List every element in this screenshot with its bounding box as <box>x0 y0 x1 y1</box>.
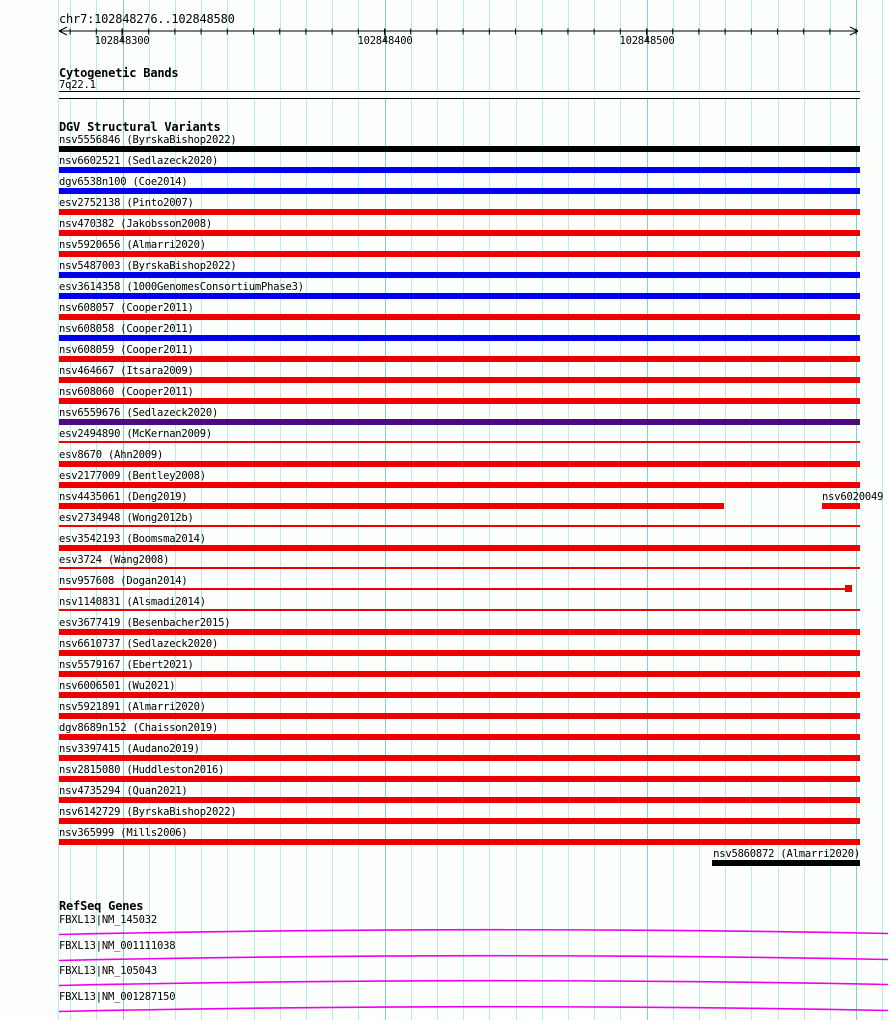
grid-line <box>149 0 150 1020</box>
variant-bar[interactable] <box>712 860 860 866</box>
variant-bar[interactable] <box>59 525 860 527</box>
variant-label[interactable]: nsv464667 (Itsara2009) <box>59 365 194 377</box>
gene-label[interactable]: FBXL13|NR_105043 <box>59 965 157 977</box>
variant-label[interactable]: nsv957608 (Dogan2014) <box>59 575 188 587</box>
variant-label[interactable]: nsv470382 (Jakobsson2008) <box>59 218 213 230</box>
cytobands-header: Cytogenetic Bands <box>59 66 179 80</box>
variant-bar[interactable] <box>59 609 860 611</box>
variant-bar[interactable] <box>59 482 860 488</box>
variant-label[interactable]: nsv608059 (Cooper2011) <box>59 344 194 356</box>
variant-label[interactable]: esv3614358 (1000GenomesConsortiumPhase3) <box>59 281 304 293</box>
gene-label[interactable]: FBXL13|NM_001287150 <box>59 991 176 1003</box>
variant-bar[interactable] <box>59 545 860 551</box>
gene-label[interactable]: FBXL13|NM_001111038 <box>59 940 176 952</box>
variant-label[interactable]: nsv5556846 (ByrskaBishop2022) <box>59 134 237 146</box>
grid-line <box>437 0 438 1020</box>
grid-line <box>778 0 779 1020</box>
gene-line[interactable] <box>0 950 890 963</box>
variant-bar[interactable] <box>59 293 860 299</box>
variant-bar[interactable] <box>59 356 860 362</box>
variant-label[interactable]: nsv6559676 (Sedlazeck2020) <box>59 407 219 419</box>
grid-line <box>58 0 59 1020</box>
grid-line <box>123 0 124 1020</box>
variant-label[interactable]: esv3677419 (Besenbacher2015) <box>59 617 231 629</box>
variant-bar[interactable] <box>59 461 860 467</box>
variant-bar[interactable] <box>59 398 860 404</box>
variant-label[interactable]: esv2177009 (Bentley2008) <box>59 470 206 482</box>
gene-line[interactable] <box>0 924 890 937</box>
variant-bar[interactable] <box>59 629 860 635</box>
variant-bar[interactable] <box>59 188 860 194</box>
variant-bar[interactable] <box>59 692 860 698</box>
grid-line <box>332 0 333 1020</box>
variant-label[interactable]: esv3724 (Wang2008) <box>59 554 170 566</box>
grid-line <box>594 0 595 1020</box>
tick-label: 102848500 <box>619 35 675 47</box>
variant-bar[interactable] <box>59 419 860 425</box>
variant-label[interactable]: esv8670 (Ahn2009) <box>59 449 164 461</box>
grid-line <box>175 0 176 1020</box>
variant-label[interactable]: esv2752138 (Pinto2007) <box>59 197 194 209</box>
variant-label[interactable]: dgv6538n100 (Coe2014) <box>59 176 188 188</box>
gene-label[interactable]: FBXL13|NM_145032 <box>59 914 157 926</box>
grid-line <box>725 0 726 1020</box>
cytoband-label[interactable]: 7q22.1 <box>59 79 96 91</box>
grid-line <box>96 0 97 1020</box>
variant-bar[interactable] <box>59 209 860 215</box>
variant-label[interactable]: nsv608057 (Cooper2011) <box>59 302 194 314</box>
variant-bar[interactable] <box>59 146 860 152</box>
variant-bar[interactable] <box>59 755 860 761</box>
variant-bar[interactable] <box>59 251 860 257</box>
variant-bar[interactable] <box>59 272 860 278</box>
grid-line <box>489 0 490 1020</box>
gene-line[interactable] <box>0 1001 890 1014</box>
grid-line <box>306 0 307 1020</box>
variant-bar[interactable] <box>59 776 860 782</box>
grid-line <box>385 0 386 1020</box>
grid-line <box>699 0 700 1020</box>
variant-label[interactable]: nsv5921891 (Almarri2020) <box>59 701 206 713</box>
tick-label: 102848300 <box>94 35 150 47</box>
variant-label[interactable]: esv2494890 (McKernan2009) <box>59 428 213 440</box>
gene-line[interactable] <box>0 975 890 988</box>
region-title: chr7:102848276..102848580 <box>59 12 235 26</box>
variant-label[interactable]: nsv5487003 (ByrskaBishop2022) <box>59 260 237 272</box>
variant-bar[interactable] <box>59 503 724 509</box>
grid-line <box>463 0 464 1020</box>
grid-line <box>201 0 202 1020</box>
variant-label[interactable]: nsv5860872 (Almarri2020) <box>713 848 860 860</box>
variant-label[interactable]: nsv4435061 (Deng2019) <box>59 491 188 503</box>
variant-label[interactable]: nsv1140831 (Alsmadi2014) <box>59 596 206 608</box>
grid-line <box>830 0 831 1020</box>
variant-label[interactable]: nsv2815080 (Huddleston2016) <box>59 764 225 776</box>
variant-bar[interactable] <box>59 671 860 677</box>
variant-bar[interactable] <box>59 441 860 443</box>
variant-label[interactable]: nsv5579167 (Ebert2021) <box>59 659 194 671</box>
grid-line <box>411 0 412 1020</box>
variant-label[interactable]: nsv6006501 (Wu2021) <box>59 680 176 692</box>
variant-label[interactable]: nsv6020049 <box>822 491 884 503</box>
variant-bar[interactable] <box>59 713 860 719</box>
variant-label[interactable]: nsv3397415 (Audano2019) <box>59 743 200 755</box>
grid-line <box>280 0 281 1020</box>
grid-line <box>568 0 569 1020</box>
variant-bar[interactable] <box>59 588 846 590</box>
variant-label[interactable]: nsv4735294 (Quan2021) <box>59 785 188 797</box>
grid-line <box>542 0 543 1020</box>
grid-line <box>254 0 255 1020</box>
variant-label[interactable]: nsv608058 (Cooper2011) <box>59 323 194 335</box>
variant-label[interactable]: nsv5920656 (Almarri2020) <box>59 239 206 251</box>
grid-line <box>751 0 752 1020</box>
grid-line <box>882 0 883 1020</box>
variant-bar[interactable] <box>59 734 860 740</box>
variant-label[interactable]: esv3542193 (Boomsma2014) <box>59 533 206 545</box>
variant-bar[interactable] <box>59 818 860 824</box>
grid-line <box>804 0 805 1020</box>
cytoband-rect[interactable] <box>59 91 860 99</box>
variant-bar[interactable] <box>59 230 860 236</box>
variant-label[interactable]: nsv6602521 (Sedlazeck2020) <box>59 155 219 167</box>
variant-label[interactable]: esv2734948 (Wong2012b) <box>59 512 194 524</box>
refseq-header: RefSeq Genes <box>59 899 144 913</box>
variant-label[interactable]: nsv6610737 (Sedlazeck2020) <box>59 638 219 650</box>
variant-label[interactable]: nsv608060 (Cooper2011) <box>59 386 194 398</box>
variant-label[interactable]: dgv8689n152 (Chaisson2019) <box>59 722 219 734</box>
variant-bar[interactable] <box>59 167 860 173</box>
variant-bar[interactable] <box>59 377 860 383</box>
variant-bar[interactable] <box>59 567 860 569</box>
grid-line <box>358 0 359 1020</box>
grid-line <box>856 0 857 1020</box>
grid-line <box>70 0 71 1020</box>
grid-line <box>516 0 517 1020</box>
grid-line <box>227 0 228 1020</box>
variant-label[interactable]: nsv365999 (Mills2006) <box>59 827 188 839</box>
variant-bar[interactable] <box>59 839 860 845</box>
variant-label[interactable]: nsv6142729 (ByrskaBishop2022) <box>59 806 237 818</box>
variant-end-box[interactable] <box>845 585 852 592</box>
variant-bar[interactable] <box>59 650 860 656</box>
variant-bar[interactable] <box>59 797 860 803</box>
grid-line <box>673 0 674 1020</box>
dgv-header: DGV Structural Variants <box>59 120 221 134</box>
tick-label: 102848400 <box>357 35 413 47</box>
grid-line <box>647 0 648 1020</box>
variant-bar[interactable] <box>822 503 860 509</box>
variant-bar[interactable] <box>59 335 860 341</box>
grid-line <box>620 0 621 1020</box>
variant-bar[interactable] <box>59 314 860 320</box>
